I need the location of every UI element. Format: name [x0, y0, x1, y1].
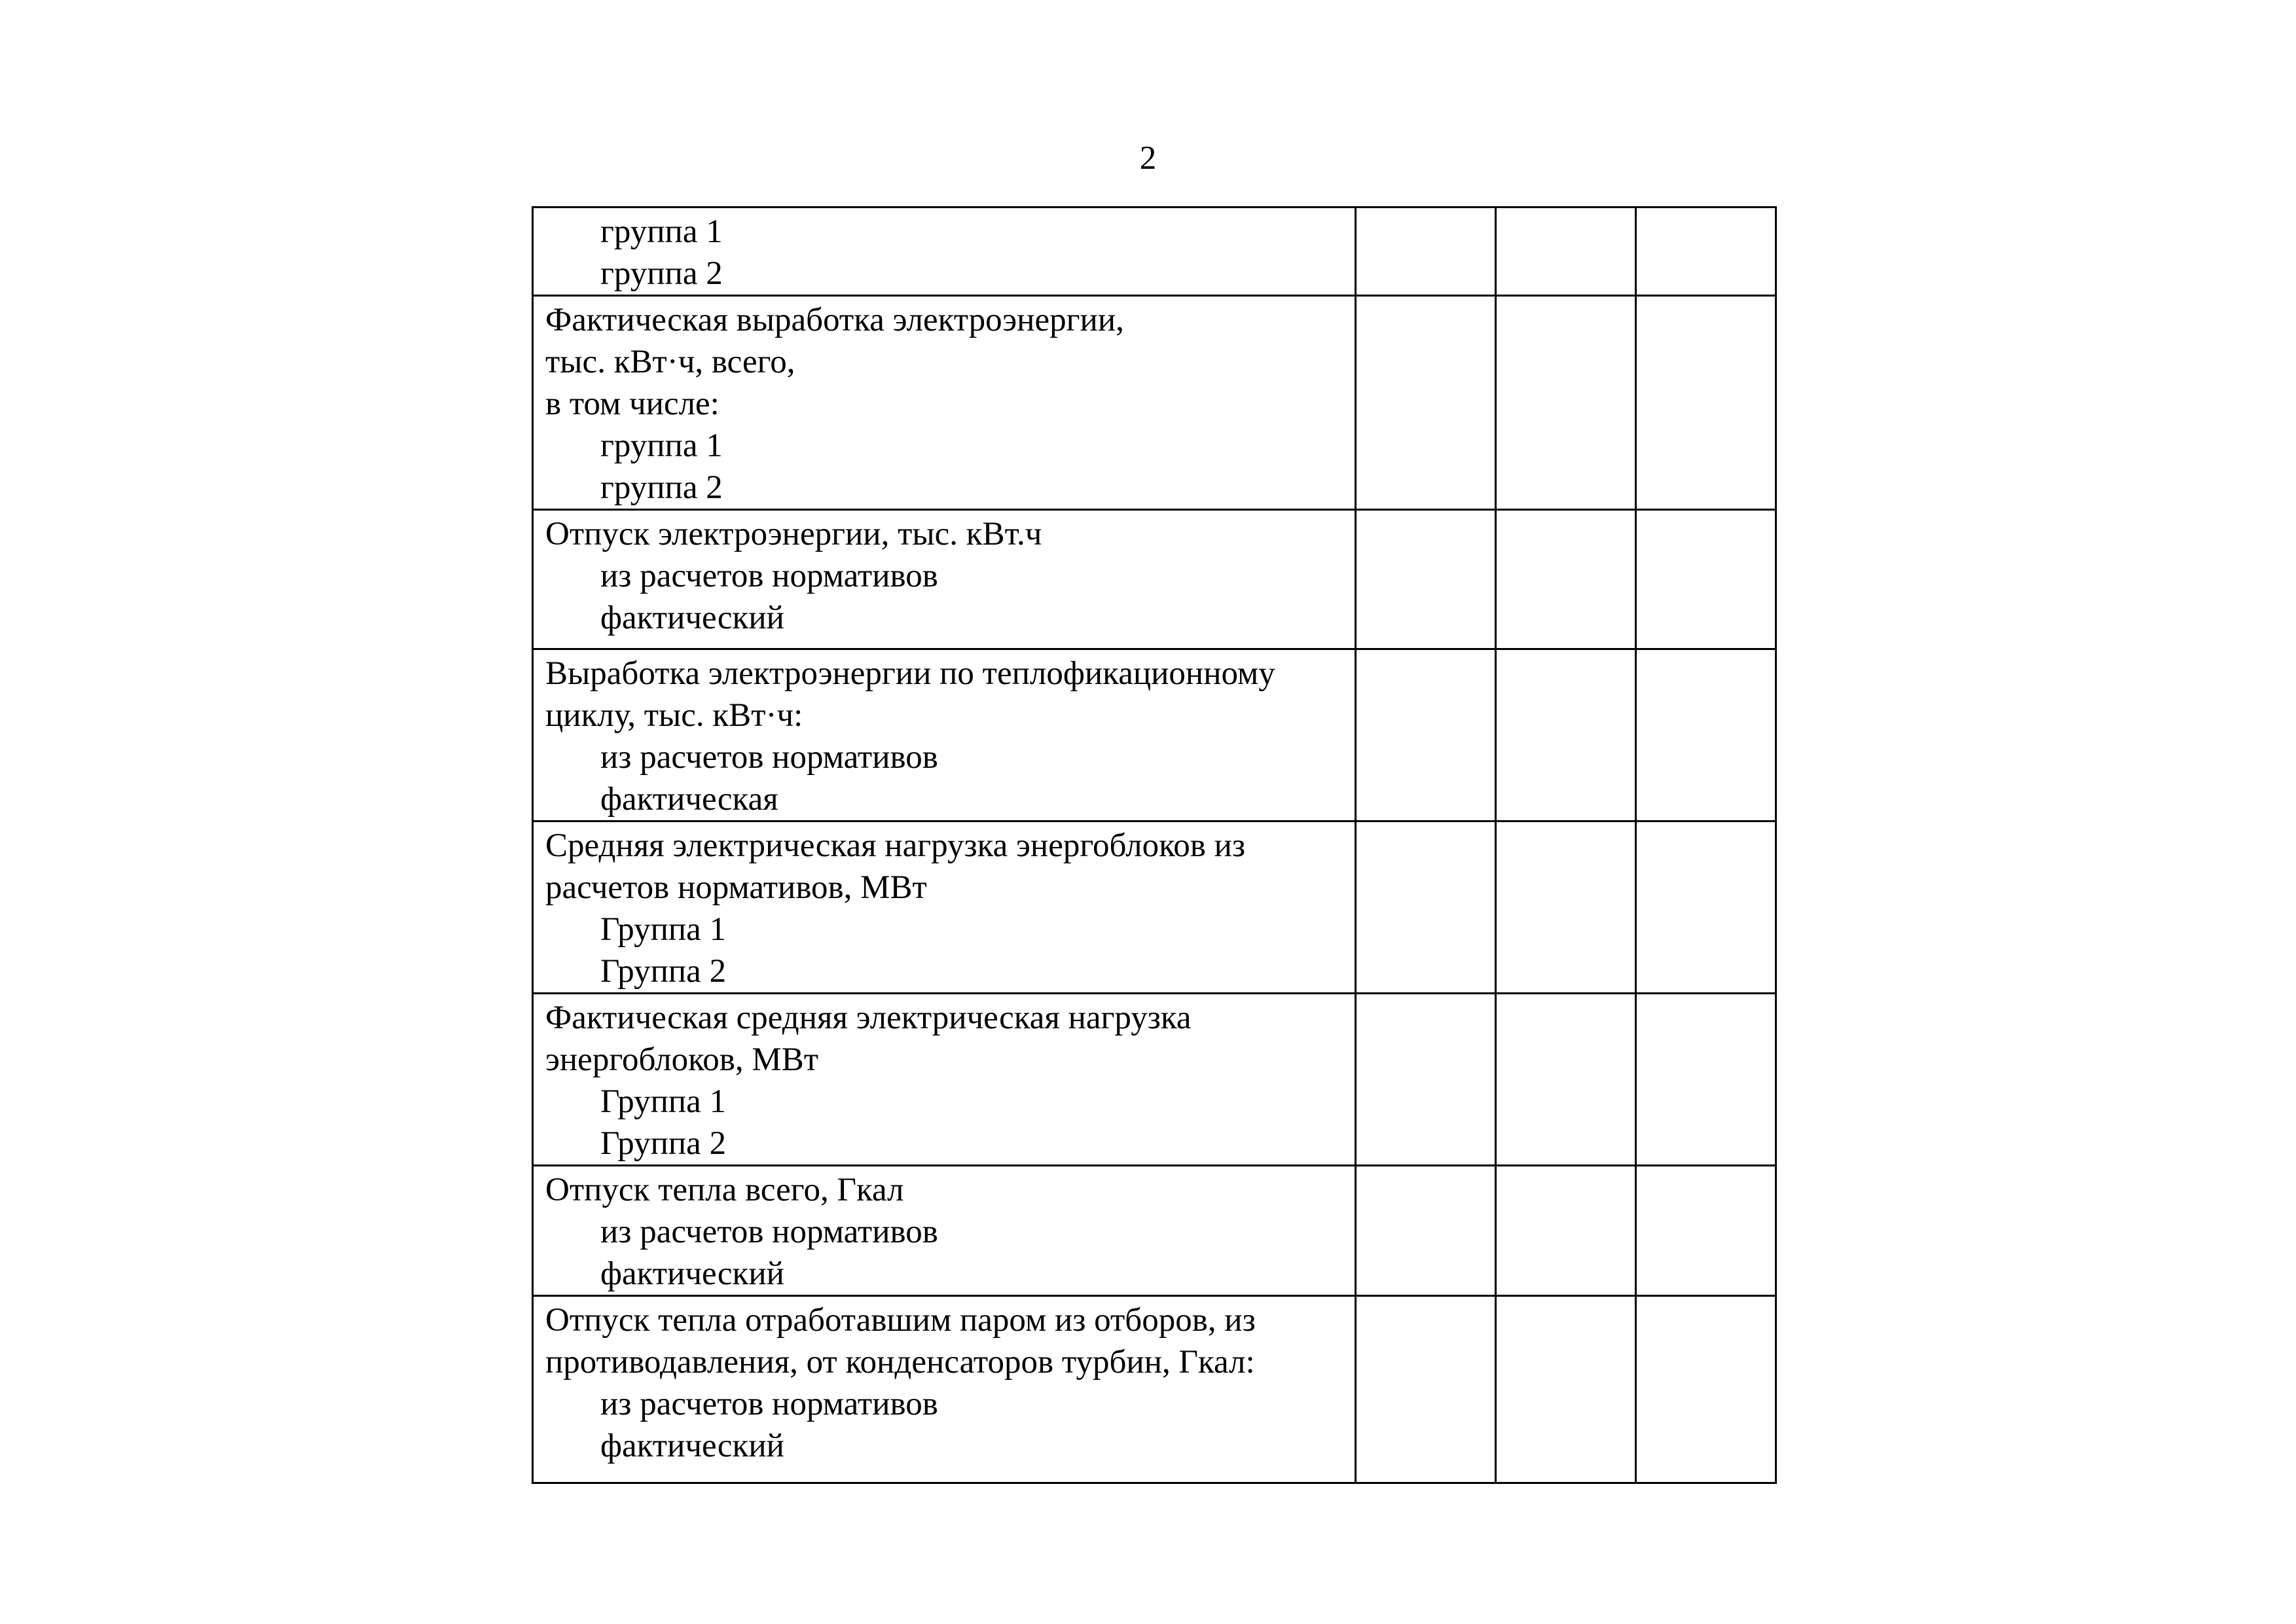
row-label-cell	[533, 649, 1356, 821]
row-label-line: группа 2	[600, 255, 723, 292]
row-label-line: противодавления, от конденсаторов турбин, Гкал:	[545, 1344, 1255, 1380]
value-cell-2	[1496, 1296, 1636, 1483]
table-row	[533, 510, 1776, 649]
table-row	[533, 649, 1776, 821]
row-label-line: группа 1	[600, 427, 723, 464]
row-label-line: Группа 1	[600, 911, 727, 948]
value-cell-1	[1356, 821, 1496, 994]
value-cell-3	[1636, 1166, 1776, 1296]
value-cell-2	[1496, 510, 1636, 649]
row-label-line: Фактическая средняя электрическая нагрузка	[545, 1000, 1192, 1036]
row-label-line: Отпуск тепла отработавшим паром из отборов, из	[545, 1302, 1256, 1339]
row-label-line: фактический	[600, 600, 784, 636]
value-cell-1	[1356, 994, 1496, 1166]
row-label-line: Группа 2	[600, 1125, 727, 1162]
row-label-line: расчетов нормативов, МВт	[545, 869, 927, 906]
row-label-line: группа 1	[600, 213, 723, 250]
value-cell-2	[1496, 208, 1636, 296]
row-label-line: фактическая	[600, 781, 778, 818]
value-cell-3	[1636, 510, 1776, 649]
row-label-line: тыс. кВт·ч, всего,	[545, 344, 795, 380]
row-label-cell	[533, 821, 1356, 994]
table-row	[533, 1296, 1776, 1483]
row-label-line: группа 2	[600, 469, 723, 506]
row-label-cell	[533, 994, 1356, 1166]
value-cell-1	[1356, 510, 1496, 649]
row-label-line: Фактическая выработка электроэнергии,	[545, 302, 1124, 338]
value-cell-2	[1496, 1166, 1636, 1296]
row-label-line: в том числе:	[545, 386, 720, 422]
value-cell-3	[1636, 649, 1776, 821]
value-cell-2	[1496, 649, 1636, 821]
row-label-line: фактический	[600, 1428, 784, 1464]
row-label-line: из расчетов нормативов	[600, 1214, 938, 1250]
row-label-line: Группа 1	[600, 1083, 727, 1120]
table-row	[533, 994, 1776, 1166]
row-label-cell	[533, 296, 1356, 510]
value-cell-1	[1356, 296, 1496, 510]
report-table-body	[533, 208, 1776, 1483]
row-label-line: циклу, тыс. кВт·ч:	[545, 697, 803, 734]
value-cell-1	[1356, 649, 1496, 821]
row-label-line: Группа 2	[600, 953, 727, 990]
value-cell-1	[1356, 1296, 1496, 1483]
row-label-line: Средняя электрическая нагрузка энергоблоков из	[545, 827, 1246, 864]
value-cell-3	[1636, 208, 1776, 296]
value-cell-3	[1636, 1296, 1776, 1483]
row-label-line: из расчетов нормативов	[600, 739, 938, 776]
value-cell-3	[1636, 994, 1776, 1166]
value-cell-2	[1496, 821, 1636, 994]
value-cell-1	[1356, 1166, 1496, 1296]
value-cell-3	[1636, 821, 1776, 994]
row-label-line: энергоблоков, МВт	[545, 1041, 819, 1078]
row-label-line: из расчетов нормативов	[600, 1386, 938, 1422]
table-row	[533, 296, 1776, 510]
row-label-line: из расчетов нормативов	[600, 558, 938, 594]
table-row	[533, 1166, 1776, 1296]
row-label-line: Выработка электроэнергии по теплофикационному	[545, 655, 1275, 692]
value-cell-2	[1496, 994, 1636, 1166]
row-label-cell	[533, 510, 1356, 649]
row-label-cell	[533, 208, 1356, 296]
value-cell-3	[1636, 296, 1776, 510]
row-label-cell	[533, 1166, 1356, 1296]
table-row	[533, 208, 1776, 296]
page-number: 2	[1139, 140, 1157, 177]
row-label-cell	[533, 1296, 1356, 1483]
row-label-line: Отпуск электроэнергии, тыс. кВт.ч	[545, 516, 1042, 552]
row-label-line: фактический	[600, 1255, 784, 1292]
report-table	[532, 206, 1777, 1484]
row-label-line: Отпуск тепла всего, Гкал	[545, 1172, 904, 1208]
value-cell-2	[1496, 296, 1636, 510]
table-row	[533, 821, 1776, 994]
value-cell-1	[1356, 208, 1496, 296]
